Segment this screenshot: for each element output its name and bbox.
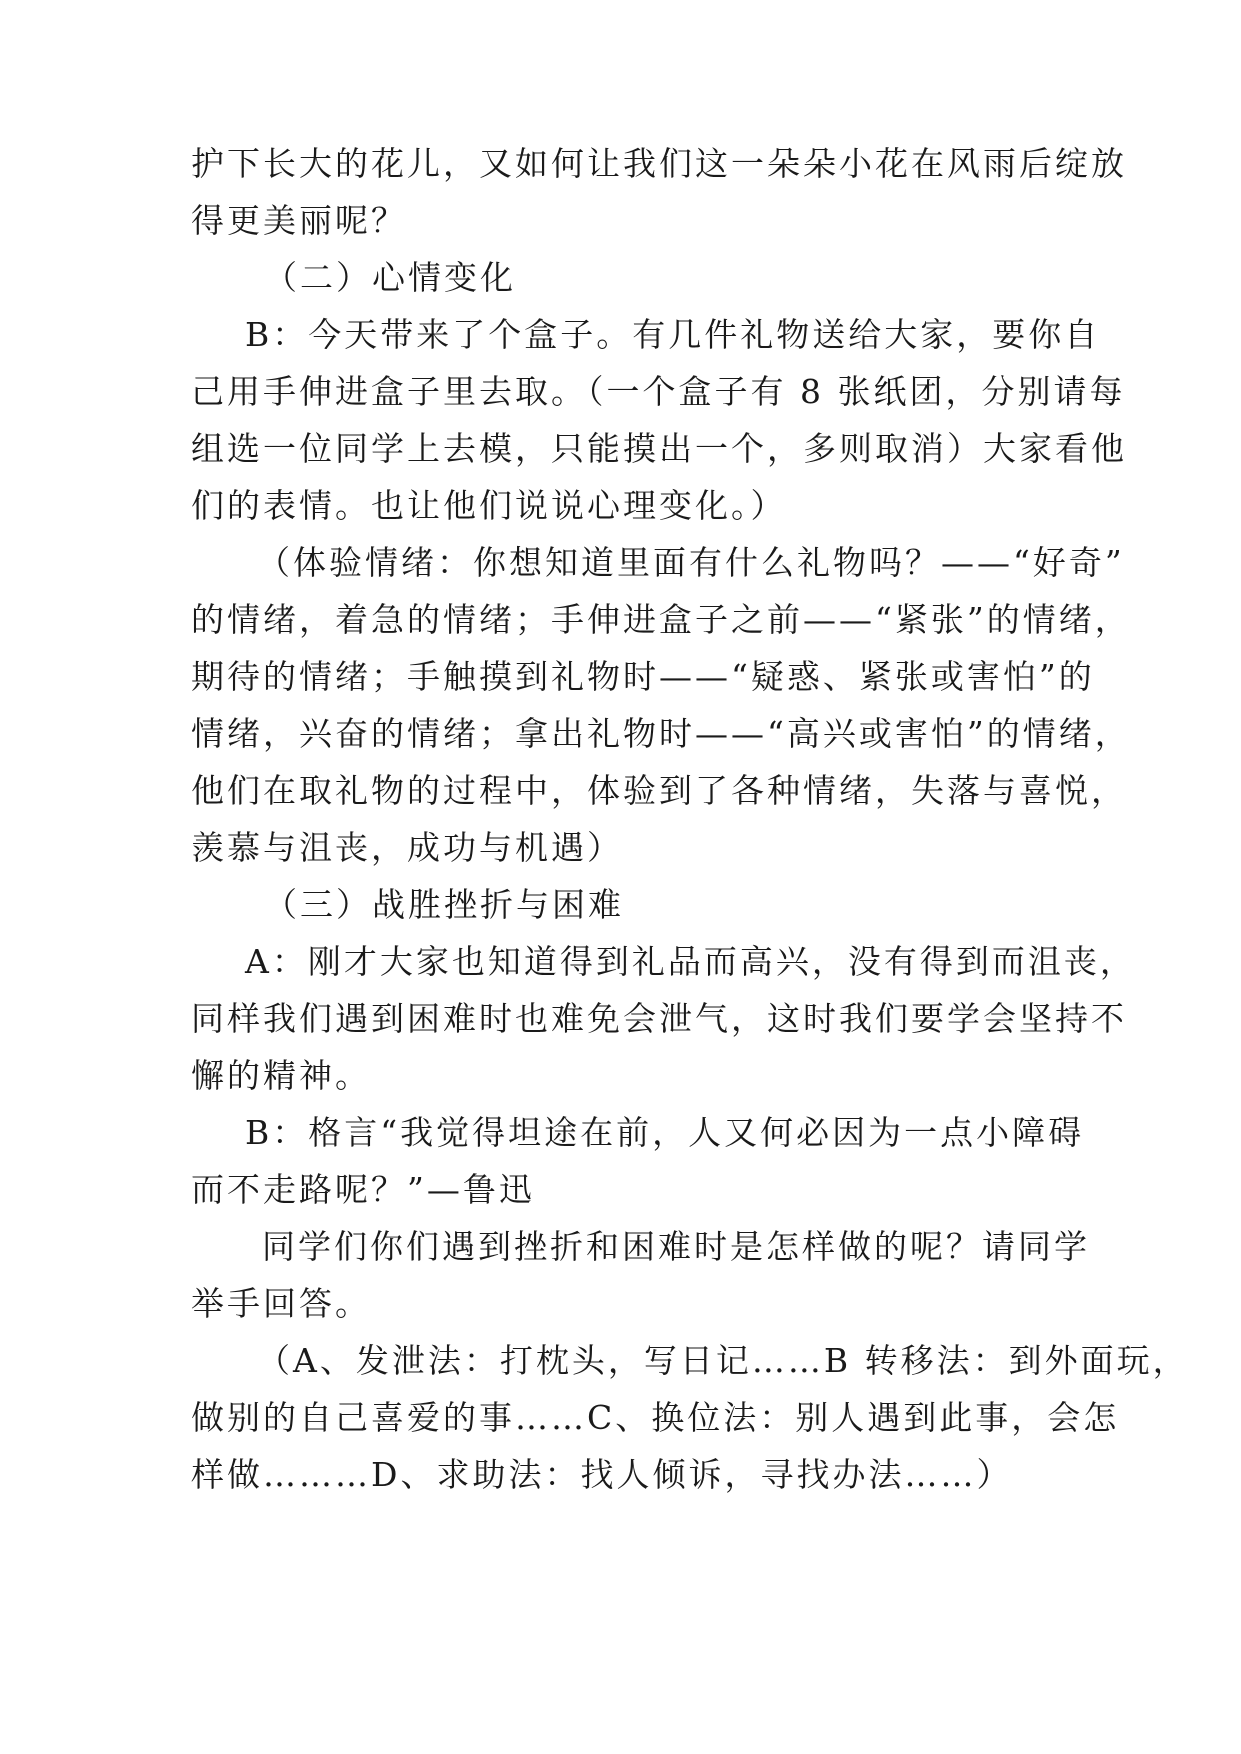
text-line: （A、发泄法：打枕头，写日记……B 转移法：到外面玩， xyxy=(257,1341,1189,1380)
text-line: 得更美丽呢？ xyxy=(191,201,407,240)
text-line: 组选一位同学上去模，只能摸出一个，多则取消）大家看他 xyxy=(191,429,1127,468)
text-line: 的情绪，着急的情绪；手伸进盒子之前——“紧张”的情绪， xyxy=(191,600,1131,639)
section-heading: （二）心情变化 xyxy=(264,258,516,297)
text-line: 们的表情。也让他们说说心理变化。） xyxy=(191,486,787,525)
text-line: 样做………D、求助法：找人倾诉，寻找办法……） xyxy=(191,1455,1013,1494)
text-line: 同样我们遇到困难时也难免会泄气，这时我们要学会坚持不 xyxy=(191,999,1127,1038)
text-line: 举手回答。 xyxy=(191,1284,371,1323)
text-line: 他们在取礼物的过程中，体验到了各种情绪，失落与喜悦， xyxy=(191,771,1127,810)
text-line: B：格言“我觉得坦途在前，人又何必因为一点小障碍 xyxy=(245,1113,1085,1152)
text-line: A：刚才大家也知道得到礼品而高兴，没有得到而沮丧， xyxy=(245,942,1136,981)
text-line: 期待的情绪；手触摸到礼物时——“疑惑、紧张或害怕”的 xyxy=(191,657,1095,696)
text-line: 情绪，兴奋的情绪；拿出礼物时——“高兴或害怕”的情绪， xyxy=(191,714,1131,753)
text-line: （体验情绪：你想知道里面有什么礼物吗？——“好奇” xyxy=(257,543,1125,582)
text-line: 做别的自己喜爱的事……C、换位法：别人遇到此事，会怎 xyxy=(191,1398,1120,1437)
section-heading: （三）战胜挫折与困难 xyxy=(264,885,624,924)
text-line: 己用手伸进盒子里去取。（一个盒子有 8 张纸团，分别请每 xyxy=(191,372,1126,411)
text-line: B：今天带来了个盒子。有几件礼物送给大家，要你自 xyxy=(245,315,1101,354)
text-line: 懈的精神。 xyxy=(191,1056,371,1095)
text-line: 羡慕与沮丧，成功与机遇） xyxy=(191,828,623,867)
text-line: 护下长大的花儿，又如何让我们这一朵朵小花在风雨后绽放 xyxy=(191,144,1127,183)
text-line: 同学们你们遇到挫折和困难时是怎样做的呢？请同学 xyxy=(262,1227,1090,1266)
text-line: 而不走路呢？”—鲁迅 xyxy=(191,1170,535,1209)
